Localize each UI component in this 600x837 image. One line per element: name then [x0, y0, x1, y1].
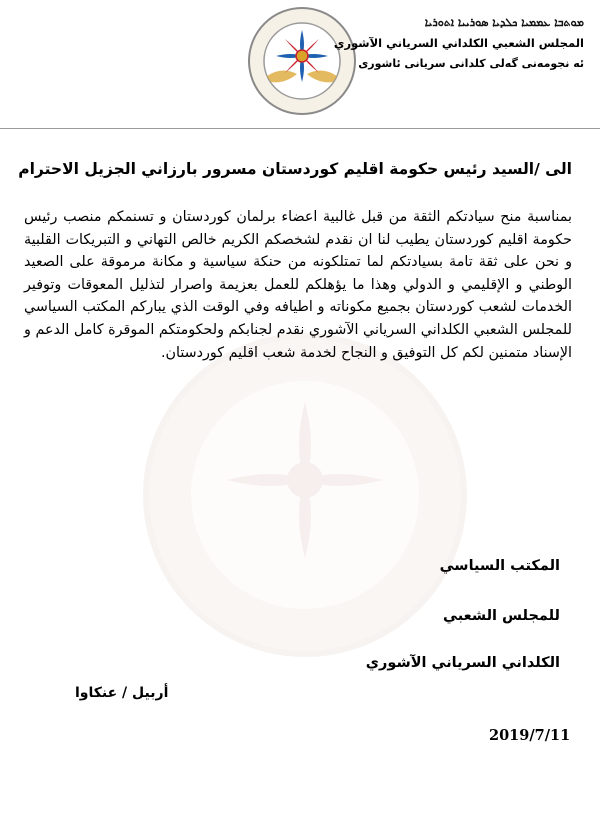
- date: 2019/7/11: [489, 727, 571, 744]
- watermark-emblem-icon: [140, 330, 470, 660]
- signature-line-3: الكلداني السرياني الآشوري: [365, 655, 560, 671]
- letterhead-names: [333, 14, 584, 74]
- letterhead: [0, 0, 600, 128]
- signature-line-1: المكتب السياسي: [439, 558, 560, 574]
- kurdish-name: ئه نجومه‌نی گه‌لی كلدانی سریانی ئاشوری: [358, 57, 584, 70]
- arabic-name: المجلس الشعبي الكلداني السرياني الآشوري: [333, 36, 584, 50]
- place: أربيل / عنكاوا: [75, 685, 169, 701]
- header-divider: [0, 128, 600, 129]
- letter-body: بمناسبة منح سيادتكم الثقة من قبل غالبية اعضاء برلمان كوردستان و تسنمكم منصب رئيس حكومة اقليم كوردستان يطيب لنا ان نقدم لشخصكم الكريم خالص التهاني و التبريكات القلبية و نحن على ثقة تامة بسيادتكم لما تمتلكونه من حنكة سياسية و مكانة مرموقة على الصعيد الوطني و الإقليمي و الدولي وهذا ما يؤهلكم للعمل بعزيمة واصرار لتذليل المعوقات وتوفير الخدمات لشعب كوردستان بجميع مكوناته و اطيافه وفي الوقت الذي يباركم المكتب السياسي للمجلس الشعبي الكلداني السرياني الآشوري نقدم لجنابكم ولحكومتكم الموقرة كامل الدعم و الإسناد متمنين لكم كل التوفيق و النجاح لخدمة شعب اقليم كوردستان.: [24, 209, 572, 361]
- syriac-name: ܡܘܬܒܐ ܥܡܡܝܐ ܟܠܕܝܐ ܣܘܪܝܝܐ ܐܬܘܪܝܐ: [424, 16, 584, 29]
- assyrian-star-emblem-icon: [247, 6, 357, 116]
- signature-line-2: للمجلس الشعبي: [443, 608, 560, 624]
- salutation: الى /السيد رئيس حكومة اقليم كوردستان مسرور بارزاني الجزيل الاحترام: [18, 160, 572, 178]
